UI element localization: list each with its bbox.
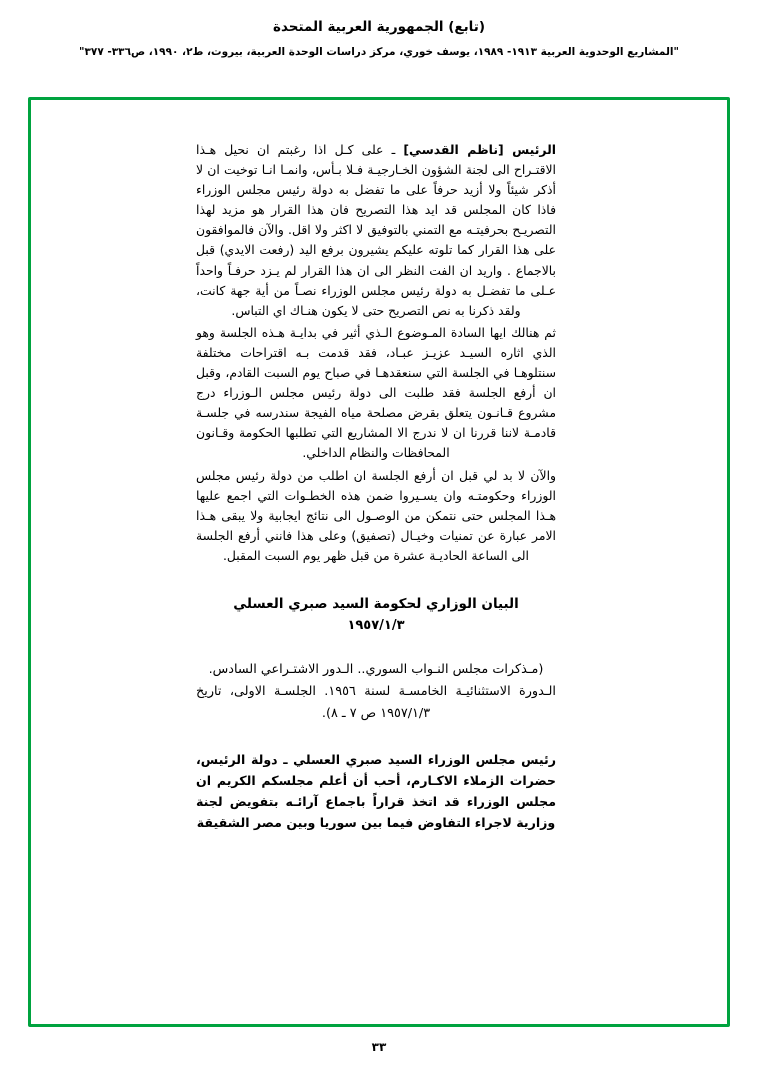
header-title: (تابع) الجمهورية العربية المتحدة [273, 19, 485, 35]
reference-line-2: الـدورة الاستثنائيـة الخامسـة لسنة ١٩٥٦. الجلسـة الاولى، تاريخ ١٩٥٧/١/٣ ص ٧ ـ ٨). [196, 683, 556, 721]
header-source-citation: "المشاريع الوحدوية العربية ١٩١٣- ١٩٨٩، يوسف خوري، مركز دراسات الوحدة العربية، بيروت، ط٢، ١٩٩٠، ص٣٣٦- ٣٧٧" [79, 45, 679, 58]
section-date: ١٩٥٧/١/٣ [347, 617, 405, 633]
page-number: ٣٣ [371, 1040, 387, 1054]
document-body [196, 140, 556, 846]
paragraph-1-text: ـ على كـل اذا رغبتم ان نحيل هـذا الاقتـراح الى لجنة الشؤون الخـارجيـة فـلا بـأس، وانمـا انـا توخيت ان لا أذكر شيئاً ولا أزيد حرفاً على ما تفضل به دولة رئيس مجلس الوزراء فاذا كان المجلس قد ايد هذا التصريح فان هذا القرار هو مزيد لهذا التصريـح بحرفيتـه مع التمني بالتوفيق لا اكثر ولا اقل. والآن فالموافقون على هذا القرار كما تلوته عليكم يشيرون برفع اليد (رفعت الايدي) قبل بالاجماع . واريد ان الفت النظر الى ان هذا القرار لم يـزد حرفـاً واحداً عـلى ما تفضـل به دولة رئيس مجلس الوزراء نصـاً من أية جهة كانت، ولقد ذكرنا به نص التصريح حتى لا يكون هنـاك اي التباس. [196, 142, 556, 318]
speaker-name-president: الرئيس [ناظم القدسي] [403, 142, 556, 157]
prime-minister-statement [196, 749, 556, 834]
prime-minister-statement-text: ـ دولة الرئيس، حضرات الزملاء الاكـارم، أحب أن أعلم مجلسكم الكريم ان مجلس الوزراء قد اتخذ قراراً باجماع آرائـه بتفويض لجنة وزارية لاجراء التفاوض فيما بين سوريا وبين مصر الشقيقة [196, 751, 556, 831]
paragraph-3: والآن لا بد لي قبل ان أرفع الجلسة ان اطلب من دولة رئيس مجلس الوزراء وحكومتـه وان يسـيروا ضمن هذه الخطـوات التي اجمع عليها هـذا المجلس حتى نتمكن من الوصـول الى نتائج ايجابية ولا يبقى هـذا الامر عبارة عن تمنيات وخيـال (تصفيق) وعلى هذا فانني أرفع الجلسة الى الساعة الحاديـة عشرة من قبل ظهر يوم السبت المقبل. [196, 467, 556, 563]
paragraph-2: ثم هنالك ايها السادة المـوضوع الـذي أثير في بدايـة هـذه الجلسة وهو الذي اثاره السيـد عزيـز عبـاد، فقد قدمت بـه اقتراحات مختلفة سنتلوهـا في الجلسة التي سنعقدهـا في صباح يوم السبت القادم، وقبل ان أرفع الجلسة فقد طلبت الى دولة رئيس مجلس الـوزراء درج مشروع قـانـون يتعلق بقرض مصلحة مياه الفيجة سندرسه في جلسـة قادمـة لاننا قررنا ان لا ندرج الا المشاريع التي تطلبها الحكومة وقـانون المحافظات والنظام الداخلي. [196, 324, 556, 461]
reference-block [196, 659, 556, 725]
paragraph-1 [196, 140, 556, 321]
reference-line-1: (مـذكرات مجلس النـواب السوري.. الـدور الاشتـراعي السادس. [208, 661, 544, 677]
speaker-name-prime-minister: رئيس مجلس الوزراء السيد صبري العسلي [293, 751, 556, 767]
page-header [0, 0, 758, 60]
section-heading: البيان الوزاري لحكومة السيد صبري العسلي [233, 595, 519, 612]
